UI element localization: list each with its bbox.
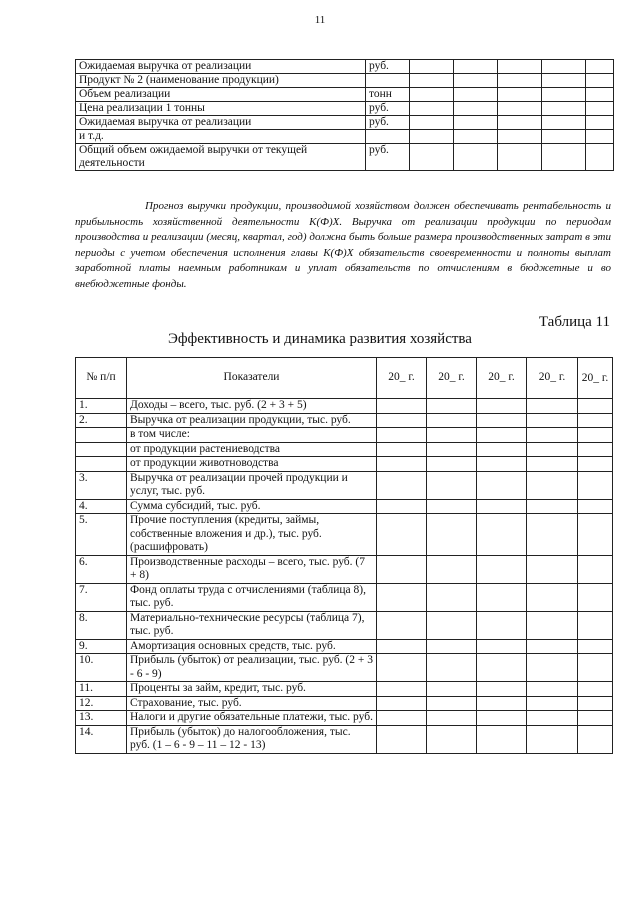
empty-cell	[477, 399, 527, 414]
empty-cell	[578, 471, 613, 499]
empty-cell	[477, 711, 527, 726]
empty-cell	[477, 682, 527, 697]
table-row	[76, 116, 614, 130]
efficiency-table	[75, 357, 613, 754]
row-indicator: Выручка от реализации прочей продукции и услуг, тыс. руб.	[127, 471, 377, 499]
row-indicator: Страхование, тыс. руб.	[127, 696, 377, 711]
empty-cell	[578, 611, 613, 639]
empty-cell	[377, 413, 427, 428]
empty-cell	[578, 555, 613, 583]
empty-cell	[527, 555, 578, 583]
table-row	[76, 399, 613, 414]
empty-cell	[477, 413, 527, 428]
empty-cell	[586, 74, 614, 88]
row-unit: руб.	[366, 116, 410, 130]
table-row	[76, 144, 614, 171]
empty-cell	[477, 471, 527, 499]
row-label: Объем реализации	[76, 88, 366, 102]
empty-cell	[578, 499, 613, 514]
empty-cell	[586, 130, 614, 144]
column-header: № п/п	[76, 358, 127, 399]
empty-cell	[427, 696, 477, 711]
row-number: 9.	[76, 639, 127, 654]
empty-cell	[377, 399, 427, 414]
empty-cell	[377, 471, 427, 499]
empty-cell	[410, 60, 454, 74]
empty-cell	[427, 654, 477, 682]
empty-cell	[377, 639, 427, 654]
row-label: и т.д.	[76, 130, 366, 144]
table-row	[76, 413, 613, 428]
empty-cell	[527, 611, 578, 639]
empty-cell	[427, 611, 477, 639]
empty-cell	[527, 428, 578, 443]
row-label: Ожидаемая выручка от реализации	[76, 116, 366, 130]
table-row	[76, 682, 613, 697]
row-unit	[366, 130, 410, 144]
row-indicator: Амортизация основных средств, тыс. руб.	[127, 639, 377, 654]
empty-cell	[586, 116, 614, 130]
table-row	[76, 639, 613, 654]
row-indicator: Прибыль (убыток) до налогообложения, тыс. руб. (1 – 6 - 9 – 11 – 12 - 13)	[127, 725, 377, 753]
empty-cell	[377, 725, 427, 753]
empty-cell	[498, 88, 542, 102]
empty-cell	[377, 442, 427, 457]
table-row	[76, 514, 613, 556]
empty-cell	[527, 639, 578, 654]
table-row	[76, 711, 613, 726]
empty-cell	[427, 442, 477, 457]
row-number: 11.	[76, 682, 127, 697]
empty-cell	[527, 499, 578, 514]
empty-cell	[427, 457, 477, 472]
empty-cell	[527, 725, 578, 753]
row-unit: тонн	[366, 88, 410, 102]
empty-cell	[586, 144, 614, 171]
empty-cell	[454, 102, 498, 116]
row-label: Цена реализации 1 тонны	[76, 102, 366, 116]
table-row	[76, 457, 613, 472]
empty-cell	[410, 130, 454, 144]
empty-cell	[410, 74, 454, 88]
table-row	[76, 471, 613, 499]
empty-cell	[578, 583, 613, 611]
row-number	[76, 457, 127, 472]
table-row	[76, 88, 614, 102]
empty-cell	[498, 144, 542, 171]
empty-cell	[477, 583, 527, 611]
row-number: 6.	[76, 555, 127, 583]
empty-cell	[427, 555, 477, 583]
empty-cell	[454, 60, 498, 74]
empty-cell	[578, 457, 613, 472]
row-number: 5.	[76, 514, 127, 556]
row-label: Продукт № 2 (наименование продукции)	[76, 74, 366, 88]
empty-cell	[410, 102, 454, 116]
empty-cell	[427, 399, 477, 414]
empty-cell	[578, 428, 613, 443]
empty-cell	[410, 88, 454, 102]
empty-cell	[377, 682, 427, 697]
revenue-forecast-paragraph: Прогноз выручки продукции, производимой хозяйством должен обеспечивать рентабельность и прибыльность хозяйственной деятельности К(Ф)Х. Выручка от реализации продукции по периодам производства и реализации (месяц, квартал, год) должна быть больше размера производственных затрат в эти периоды с учетом обеспечения исполнения главы К(Ф)Х обязательств своевременности и полноты выплат заработной платы наемным работникам и уплат обязательств по отчислениям в бюджетные и во внебюджетные фонды.	[75, 200, 611, 290]
empty-cell	[542, 144, 586, 171]
empty-cell	[477, 725, 527, 753]
row-unit: руб.	[366, 102, 410, 116]
empty-cell	[377, 654, 427, 682]
empty-cell	[377, 499, 427, 514]
empty-cell	[477, 442, 527, 457]
empty-cell	[427, 428, 477, 443]
empty-cell	[377, 583, 427, 611]
empty-cell	[427, 725, 477, 753]
empty-cell	[377, 457, 427, 472]
table-row	[76, 654, 613, 682]
row-indicator: Выручка от реализации продукции, тыс. руб.	[127, 413, 377, 428]
column-header: Показатели	[127, 358, 377, 399]
row-number	[76, 442, 127, 457]
empty-cell	[527, 682, 578, 697]
empty-cell	[527, 583, 578, 611]
table-row	[76, 102, 614, 116]
row-unit: руб.	[366, 60, 410, 74]
empty-cell	[542, 130, 586, 144]
empty-cell	[578, 654, 613, 682]
table-row	[76, 583, 613, 611]
empty-cell	[498, 102, 542, 116]
table-caption: Таблица 11	[538, 314, 610, 330]
empty-cell	[578, 514, 613, 556]
empty-cell	[377, 428, 427, 443]
expected-revenue-table	[75, 59, 614, 171]
empty-cell	[477, 639, 527, 654]
empty-cell	[477, 555, 527, 583]
row-indicator: Проценты за займ, кредит, тыс. руб.	[127, 682, 377, 697]
row-indicator: Доходы – всего, тыс. руб. (2 + 3 + 5)	[127, 399, 377, 414]
empty-cell	[477, 654, 527, 682]
empty-cell	[377, 555, 427, 583]
empty-cell	[527, 711, 578, 726]
empty-cell	[498, 130, 542, 144]
empty-cell	[454, 116, 498, 130]
empty-cell	[542, 116, 586, 130]
table-row	[76, 130, 614, 144]
row-indicator: Налоги и другие обязательные платежи, тыс. руб.	[127, 711, 377, 726]
empty-cell	[578, 442, 613, 457]
empty-cell	[454, 74, 498, 88]
empty-cell	[377, 711, 427, 726]
empty-cell	[578, 399, 613, 414]
empty-cell	[527, 399, 578, 414]
row-indicator: Прибыль (убыток) от реализации, тыс. руб. (2 + 3 - 6 - 9)	[127, 654, 377, 682]
table-row	[76, 442, 613, 457]
empty-cell	[527, 654, 578, 682]
row-unit: руб.	[366, 144, 410, 171]
empty-cell	[454, 130, 498, 144]
empty-cell	[427, 682, 477, 697]
empty-cell	[498, 116, 542, 130]
row-indicator: от продукции растениеводства	[127, 442, 377, 457]
empty-cell	[477, 499, 527, 514]
row-label: Ожидаемая выручка от реализации	[76, 60, 366, 74]
row-number: 10.	[76, 654, 127, 682]
empty-cell	[578, 711, 613, 726]
empty-cell	[542, 102, 586, 116]
column-header: 20_ г.	[578, 358, 613, 399]
row-indicator: в том числе:	[127, 428, 377, 443]
row-number: 1.	[76, 399, 127, 414]
row-number: 14.	[76, 725, 127, 753]
empty-cell	[427, 499, 477, 514]
empty-cell	[578, 725, 613, 753]
empty-cell	[427, 583, 477, 611]
row-indicator: Сумма субсидий, тыс. руб.	[127, 499, 377, 514]
column-header: 20_ г.	[477, 358, 527, 399]
empty-cell	[542, 74, 586, 88]
row-indicator: Материально-технические ресурсы (таблица 7), тыс. руб.	[127, 611, 377, 639]
empty-cell	[527, 514, 578, 556]
empty-cell	[498, 60, 542, 74]
column-header: 20_ г.	[377, 358, 427, 399]
page-number: 11	[314, 14, 326, 26]
column-header: 20_ г.	[427, 358, 477, 399]
table-title: Эффективность и динамика развития хозяйства	[168, 331, 472, 347]
empty-cell	[542, 88, 586, 102]
empty-cell	[578, 639, 613, 654]
table-row	[76, 60, 614, 74]
empty-cell	[477, 611, 527, 639]
table-row	[76, 555, 613, 583]
row-indicator: Производственные расходы – всего, тыс. руб. (7 + 8)	[127, 555, 377, 583]
empty-cell	[377, 514, 427, 556]
empty-cell	[498, 74, 542, 88]
empty-cell	[410, 116, 454, 130]
empty-cell	[377, 696, 427, 711]
empty-cell	[578, 696, 613, 711]
row-number: 3.	[76, 471, 127, 499]
column-header: 20_ г.	[527, 358, 578, 399]
empty-cell	[427, 471, 477, 499]
empty-cell	[477, 696, 527, 711]
table-row	[76, 696, 613, 711]
table-row	[76, 428, 613, 443]
empty-cell	[527, 457, 578, 472]
table-row	[76, 74, 614, 88]
table-row	[76, 725, 613, 753]
row-number: 12.	[76, 696, 127, 711]
empty-cell	[477, 514, 527, 556]
empty-cell	[477, 457, 527, 472]
empty-cell	[586, 102, 614, 116]
row-number: 4.	[76, 499, 127, 514]
empty-cell	[527, 413, 578, 428]
empty-cell	[377, 611, 427, 639]
empty-cell	[427, 639, 477, 654]
row-indicator: Фонд оплаты труда с отчислениями (таблица 8), тыс. руб.	[127, 583, 377, 611]
table-row	[76, 611, 613, 639]
empty-cell	[578, 682, 613, 697]
empty-cell	[578, 413, 613, 428]
row-number: 8.	[76, 611, 127, 639]
row-unit	[366, 74, 410, 88]
empty-cell	[454, 144, 498, 171]
row-label: Общий объем ожидаемой выручки от текущей деятельности	[76, 144, 366, 171]
table-row	[76, 499, 613, 514]
empty-cell	[427, 711, 477, 726]
empty-cell	[427, 413, 477, 428]
row-number	[76, 428, 127, 443]
row-number: 13.	[76, 711, 127, 726]
row-indicator: от продукции животноводства	[127, 457, 377, 472]
empty-cell	[527, 442, 578, 457]
empty-cell	[586, 88, 614, 102]
row-number: 7.	[76, 583, 127, 611]
empty-cell	[527, 471, 578, 499]
empty-cell	[410, 144, 454, 171]
empty-cell	[527, 696, 578, 711]
empty-cell	[542, 60, 586, 74]
empty-cell	[477, 428, 527, 443]
row-number: 2.	[76, 413, 127, 428]
empty-cell	[586, 60, 614, 74]
row-indicator: Прочие поступления (кредиты, займы, собственные вложения и др.), тыс. руб. (расшифровать)	[127, 514, 377, 556]
empty-cell	[427, 514, 477, 556]
empty-cell	[454, 88, 498, 102]
